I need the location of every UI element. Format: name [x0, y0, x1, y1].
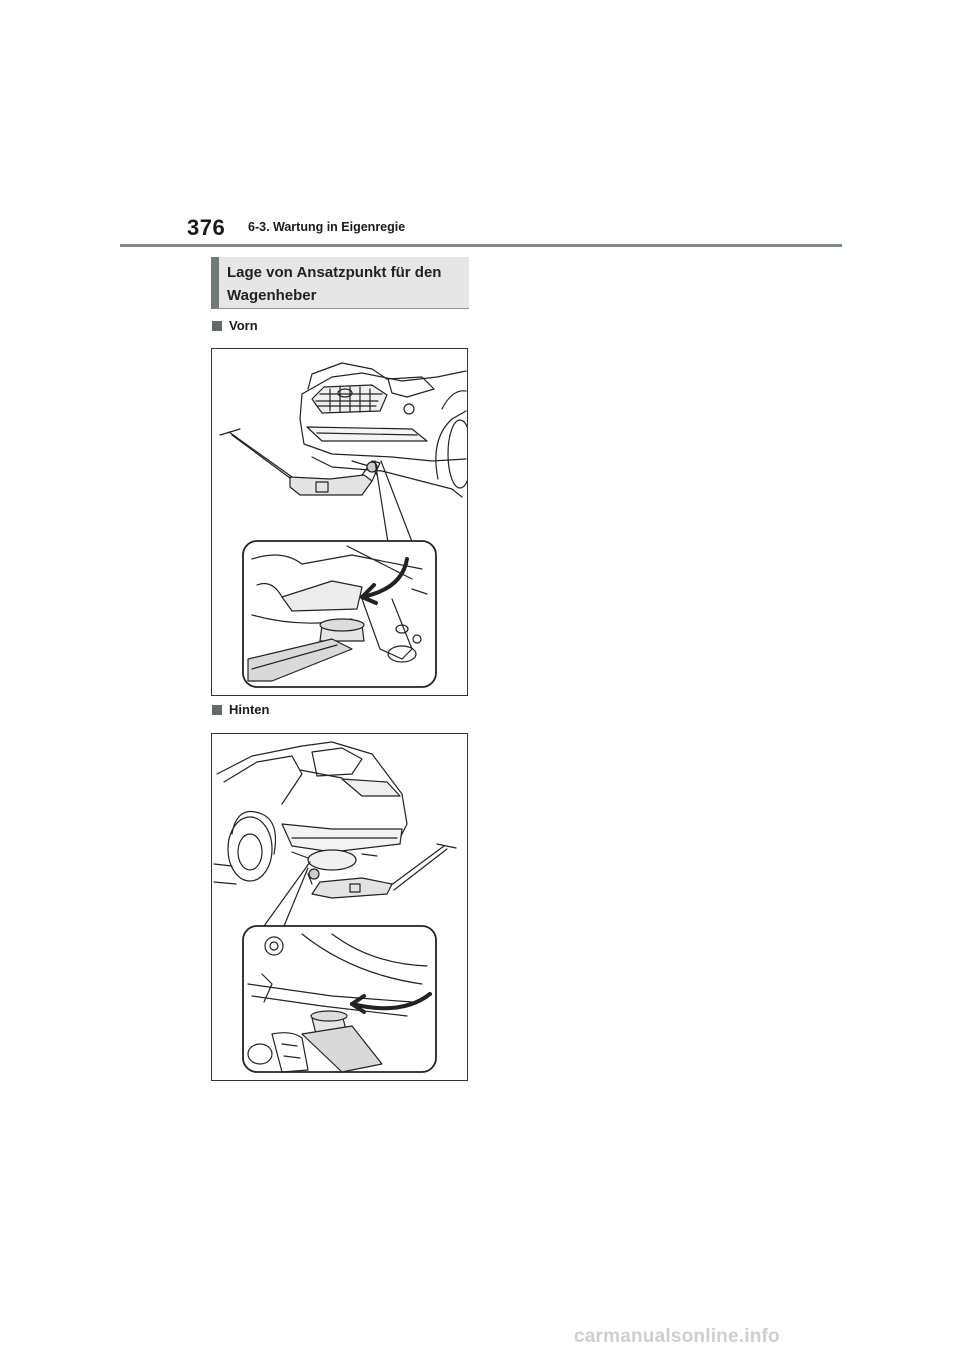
section-title-box	[211, 257, 469, 309]
square-bullet-icon	[212, 705, 222, 715]
section-title-line-2: Wagenheber	[227, 287, 317, 304]
subheading-front	[212, 318, 258, 333]
rear-car-jack-drawing	[212, 734, 467, 1080]
subheading-front-label: Vorn	[229, 318, 258, 333]
square-bullet-icon	[212, 321, 222, 331]
subheading-rear-label: Hinten	[229, 702, 270, 717]
section-reference: 6-3. Wartung in Eigenregie	[248, 220, 406, 234]
front-jack-point-illustration	[211, 348, 468, 696]
footer-watermark: carmanualsonline.info	[574, 1326, 780, 1347]
section-title-line-1: Lage von Ansatzpunkt für den	[227, 264, 442, 281]
header-rule	[120, 244, 842, 247]
front-car-jack-drawing	[212, 349, 467, 695]
subheading-rear	[212, 702, 269, 717]
page-number: 376	[187, 215, 226, 240]
rear-jack-point-illustration	[211, 733, 468, 1081]
